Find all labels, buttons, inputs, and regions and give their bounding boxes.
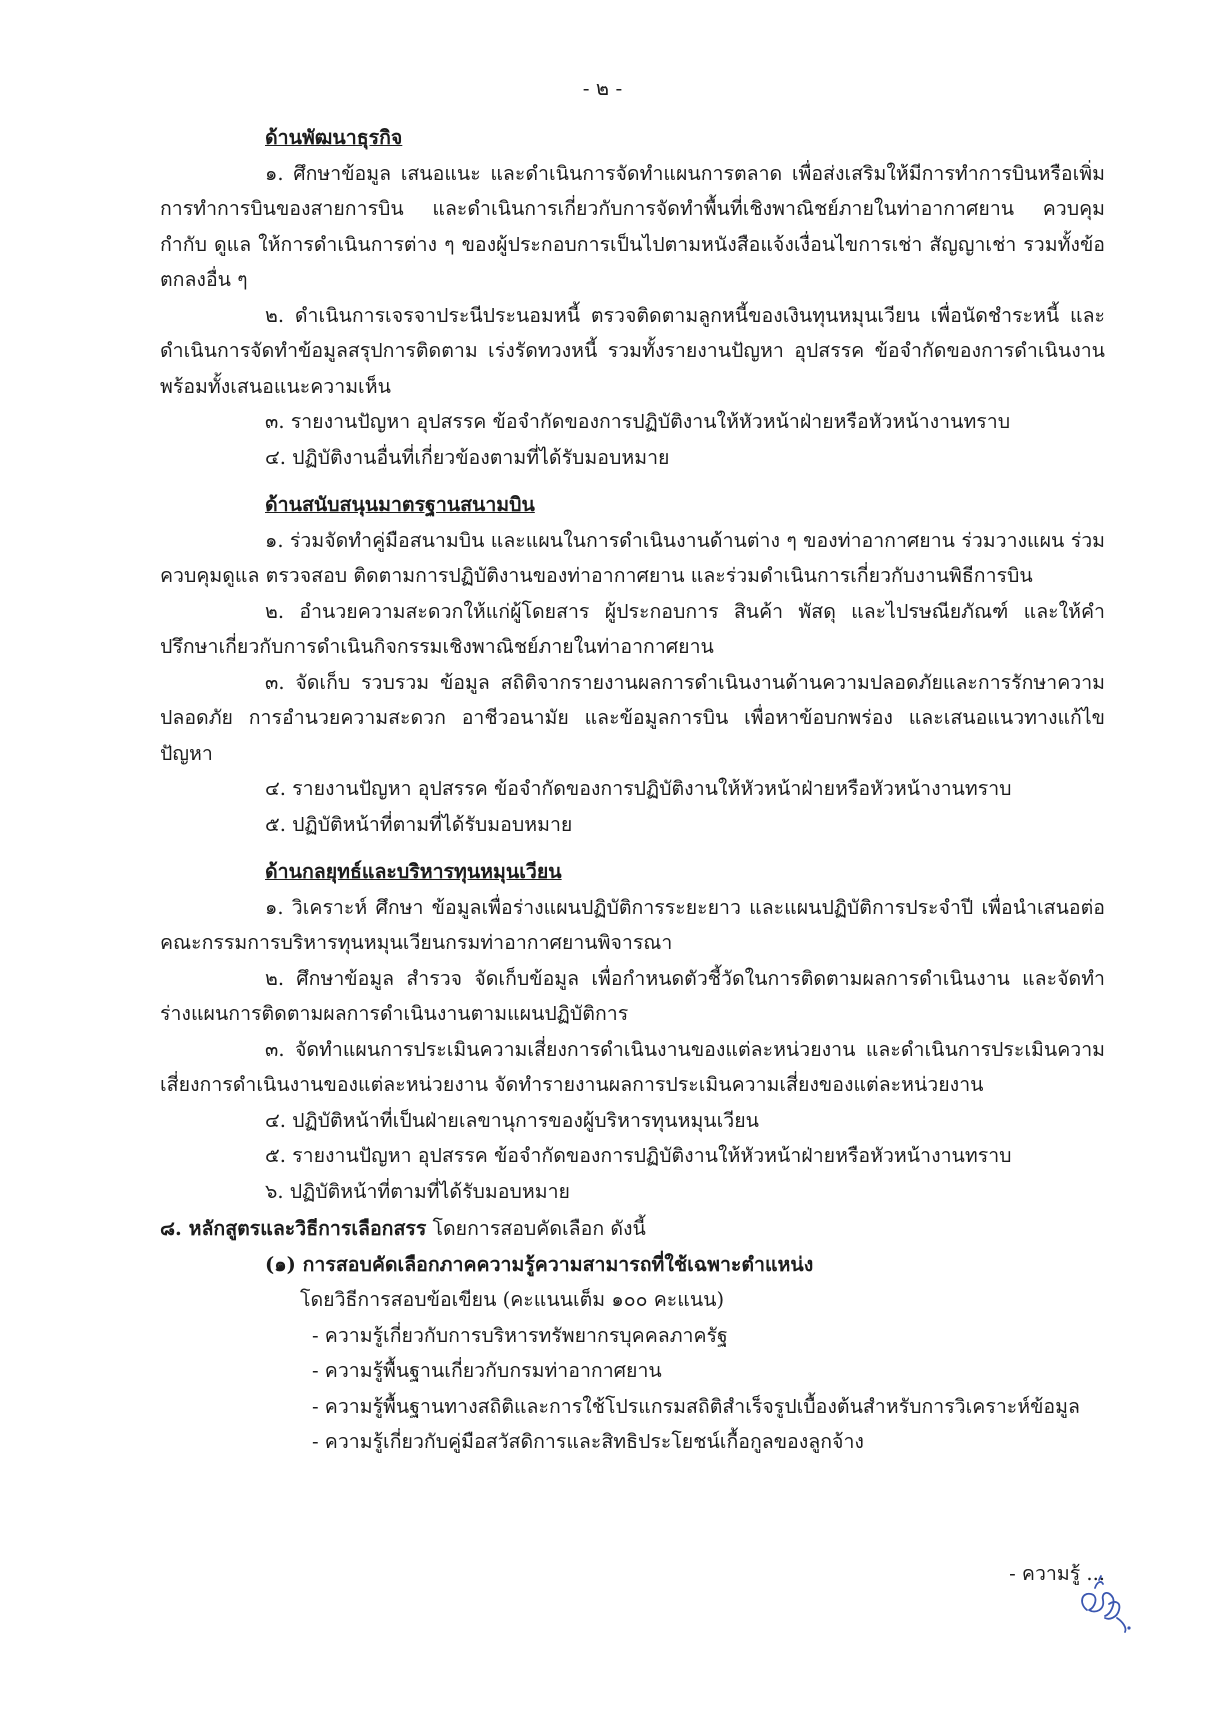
section-airport-standards bbox=[160, 487, 1105, 842]
selection-method: โดยวิธีการสอบข้อเขียน (คะแนนเต็ม ๑๐๐ คะแนน) bbox=[300, 1288, 725, 1311]
page-number: - ๒ - bbox=[582, 76, 623, 100]
list-item: ๓. รายงานปัญหา อุปสรรค ข้อจำกัดของการปฏิบัติงานให้หัวหน้าฝ่ายหรือหัวหน้างานทราบ bbox=[265, 410, 1011, 433]
section-heading: ด้านพัฒนาธุรกิจ bbox=[265, 126, 403, 149]
handwritten-signature-icon bbox=[1065, 1570, 1145, 1640]
list-item: ๔. ปฏิบัติหน้าที่เป็นฝ่ายเลขานุการของผู้บริหารทุนหมุนเวียน bbox=[265, 1108, 759, 1132]
list-item: ๕. รายงานปัญหา อุปสรรค ข้อจำกัดของการปฏิบัติงานให้หัวหน้าฝ่ายหรือหัวหน้างานทราบ bbox=[265, 1144, 1012, 1167]
list-item: ๑. ร่วมจัดทำคู่มือสนามบิน และแผนในการดำเนินงานด้านต่าง ๆ ของท่าอากาศยาน ร่วมวางแผน ร่วมควบคุมดูแล ตรวจสอบ ติดตามการปฏิบัติงานของท่าอากาศยาน และร่วมดำเนินการเกี่ยวกับงานพิธีการบิน bbox=[160, 528, 1105, 587]
section-selection-criteria bbox=[160, 1211, 1105, 1460]
selection-heading-title: ๘. หลักสูตรและวิธีการเลือกสรร bbox=[160, 1217, 427, 1240]
selection-heading bbox=[160, 1211, 1105, 1247]
list-item: ๔. รายงานปัญหา อุปสรรค ข้อจำกัดของการปฏิบัติงานให้หัวหน้าฝ่ายหรือหัวหน้างานทราบ bbox=[265, 777, 1012, 800]
list-item: ๒. ดำเนินการเจรจาประนีประนอมหนี้ ตรวจติดตามลูกหนี้ของเงินทุนหมุนเวียน เพื่อนัดชำระหนี้ และดำเนินการจัดทำข้อมูลสรุปการติดตาม เร่งรัดทวงหนี้ รวมทั้งรายงานปัญหา อุปสรรค ข้อจำกัดของการดำเนินงาน พร้อมทั้งเสนอแนะความเห็น bbox=[160, 303, 1105, 398]
list-item: ๕. ปฏิบัติหน้าที่ตามที่ได้รับมอบหมาย bbox=[265, 812, 573, 836]
list-item: ๒. ศึกษาข้อมูล สำรวจ จัดเก็บข้อมูล เพื่อกำหนดตัวชี้วัดในการติดตามผลการดำเนินงาน และจัดทำร่างแผนการติดตามผลการดำเนินงานตามแผนปฏิบัติการ bbox=[160, 966, 1105, 1025]
selection-subheading: (๑) การสอบคัดเลือกภาคความรู้ความสามารถที่ใช้เฉพาะตำแหน่ง bbox=[265, 1252, 814, 1276]
list-item: ๓. จัดเก็บ รวบรวม ข้อมูล สถิติจากรายงานผลการดำเนินงานด้านความปลอดภัยและการรักษาความปลอดภัย การอำนวยความสะดวก อาชีวอนามัย และข้อมูลการบิน เพื่อหาข้อบกพร่อง และเสนอแนวทางแก้ไขปัญหา bbox=[160, 670, 1105, 765]
list-item: ๓. จัดทำแผนการประเมินความเสี่ยงการดำเนินงานของแต่ละหน่วยงาน และดำเนินการประเมินความเสี่ยงการดำเนินงานของแต่ละหน่วยงาน จัดทำรายงานผลการประเมินความเสี่ยงของแต่ละหน่วยงาน bbox=[160, 1037, 1105, 1096]
bullet-item: - ความรู้เกี่ยวกับการบริหารทรัพยากรบุคคลภาครัฐ bbox=[312, 1323, 728, 1347]
list-item: ๑. ศึกษาข้อมูล เสนอแนะ และดำเนินการจัดทำแผนการตลาด เพื่อส่งเสริมให้มีการทำการบินหรือเพิ่มการทำการบินของสายการบิน และดำเนินการเกี่ยวกับการจัดทำพื้นที่เชิงพาณิชย์ภายในท่าอากาศยาน ควบคุม กำกับ ดูแล ให้การดำเนินการต่าง ๆ ของผู้ประกอบการเป็นไปตามหนังสือแจ้งเงื่อนไขการเช่า สัญญาเช่า รวมทั้งข้อตกลงอื่น ๆ bbox=[160, 161, 1105, 291]
bullet-item: - ความรู้พื้นฐานเกี่ยวกับกรมท่าอากาศยาน bbox=[312, 1359, 662, 1382]
list-item: ๒. อำนวยความสะดวกให้แก่ผู้โดยสาร ผู้ประกอบการ สินค้า พัสดุ และไปรษณียภัณฑ์ และให้คำปรึกษาเกี่ยวกับการดำเนินกิจกรรมเชิงพาณิชย์ภายในท่าอากาศยาน bbox=[160, 599, 1105, 658]
bullet-item: - ความรู้เกี่ยวกับคู่มือสวัสดิการและสิทธิประโยชน์เกื้อกูลของลูกจ้าง bbox=[312, 1430, 864, 1453]
list-item: ๔. ปฏิบัติงานอื่นที่เกี่ยวข้องตามที่ได้รับมอบหมาย bbox=[265, 445, 670, 469]
bullet-item: - ความรู้พื้นฐานทางสถิติและการใช้โปรแกรมสถิติสำเร็จรูปเบื้องต้นสำหรับการวิเคราะห์ข้อมูล bbox=[312, 1394, 1080, 1418]
section-strategy-revolving-fund bbox=[160, 854, 1105, 1209]
section-heading: ด้านกลยุทธ์และบริหารทุนหมุนเวียน bbox=[265, 860, 562, 883]
list-item: ๖. ปฏิบัติหน้าที่ตามที่ได้รับมอบหมาย bbox=[265, 1179, 570, 1203]
continuation-marker: - ความรู้ ... bbox=[1009, 1562, 1105, 1585]
selection-heading-rest: โดยการสอบคัดเลือก ดังนี้ bbox=[426, 1217, 646, 1240]
section-business-development bbox=[160, 120, 1105, 475]
document-body bbox=[160, 120, 1105, 1460]
list-item: ๑. วิเคราะห์ ศึกษา ข้อมูลเพื่อร่างแผนปฏิบัติการระยะยาว และแผนปฏิบัติการประจำปี เพื่อนำเสนอต่อคณะกรรมการบริหารทุนหมุนเวียนกรมท่าอากาศยานพิจารณา bbox=[160, 895, 1105, 954]
section-heading: ด้านสนับสนุนมาตรฐานสนามบิน bbox=[265, 493, 535, 516]
